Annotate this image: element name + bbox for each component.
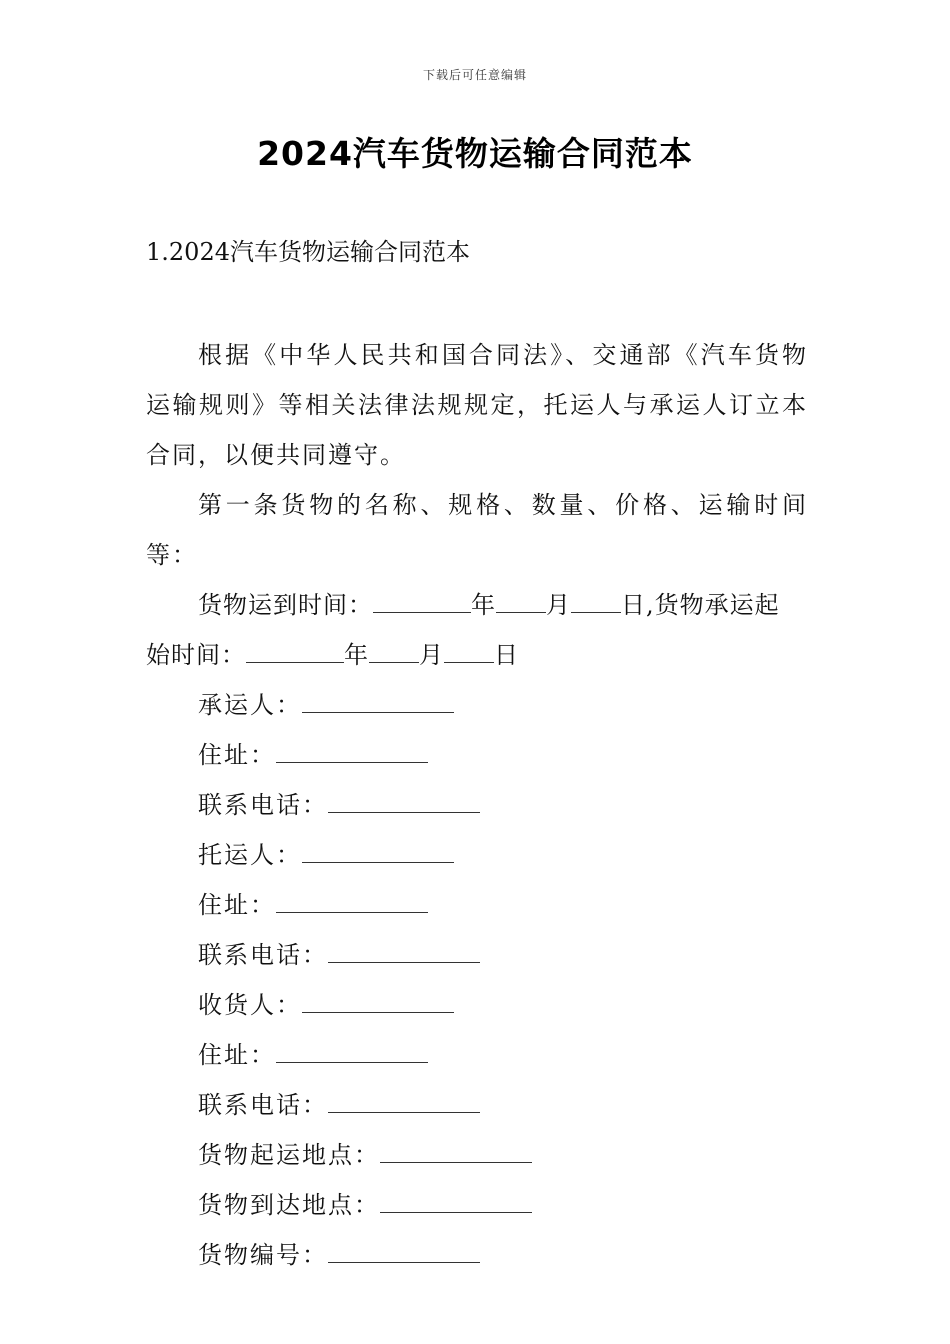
start-day-label: 日 bbox=[494, 641, 519, 669]
start-year-blank bbox=[246, 642, 344, 663]
month-label: 月 bbox=[546, 591, 571, 619]
field-blank bbox=[380, 1142, 532, 1163]
field-blank bbox=[276, 1042, 428, 1063]
field-consignee-phone bbox=[146, 1080, 808, 1130]
form-fields bbox=[146, 680, 808, 1280]
document-title: 2024汽车货物运输合同范本 bbox=[257, 134, 693, 173]
field-carrier bbox=[146, 680, 808, 730]
field-blank bbox=[328, 942, 480, 963]
field-label: 住址： bbox=[198, 741, 276, 769]
day-label: 日, bbox=[621, 591, 655, 619]
field-label: 联系电话： bbox=[198, 791, 328, 819]
field-blank bbox=[276, 892, 428, 913]
field-label: 联系电话： bbox=[198, 1091, 328, 1119]
field-blank bbox=[302, 692, 454, 713]
transport-time-line bbox=[146, 580, 808, 680]
arrival-day-blank bbox=[571, 592, 621, 613]
header-note: 下载后可任意编辑 bbox=[422, 68, 527, 82]
field-shipper-phone bbox=[146, 930, 808, 980]
field-blank bbox=[328, 1092, 480, 1113]
field-label: 货物到达地点： bbox=[198, 1191, 380, 1219]
field-label: 货物起运地点： bbox=[198, 1141, 380, 1169]
intro-paragraph: 根据《中华人民共和国合同法》、交通部《汽车货物运输规则》等相关法律法规规定，托运人与承运人订立本合同，以便共同遵守。 bbox=[146, 341, 808, 469]
field-carrier-address bbox=[146, 730, 808, 780]
start-year-label: 年 bbox=[344, 641, 369, 669]
field-blank bbox=[328, 1242, 480, 1263]
start-time-continuation bbox=[146, 630, 808, 680]
field-label: 联系电话： bbox=[198, 941, 328, 969]
field-cargo-number bbox=[146, 1230, 808, 1280]
field-blank bbox=[276, 742, 428, 763]
field-destination bbox=[146, 1180, 808, 1230]
field-origin bbox=[146, 1130, 808, 1180]
start-month-blank bbox=[369, 642, 419, 663]
field-label: 承运人： bbox=[198, 691, 302, 719]
start-time-label-part1: 货物承运起 bbox=[654, 591, 780, 619]
field-shipper-address bbox=[146, 880, 808, 930]
field-label: 住址： bbox=[198, 891, 276, 919]
section-heading: 1.2024汽车货物运输合同范本 bbox=[146, 238, 470, 266]
field-blank bbox=[328, 792, 480, 813]
field-blank bbox=[380, 1192, 532, 1213]
field-shipper bbox=[146, 830, 808, 880]
article-one: 第一条货物的名称、规格、数量、价格、运输时间等： bbox=[146, 491, 808, 569]
document-body bbox=[146, 330, 808, 1280]
year-label: 年 bbox=[471, 591, 496, 619]
field-consignee-address bbox=[146, 1030, 808, 1080]
start-time-label-part2: 始时间： bbox=[146, 641, 246, 669]
arrival-year-blank bbox=[373, 592, 471, 613]
start-month-label: 月 bbox=[419, 641, 444, 669]
field-blank bbox=[302, 992, 454, 1013]
field-label: 收货人： bbox=[198, 991, 302, 1019]
arrival-time-label: 货物运到时间： bbox=[198, 591, 373, 619]
field-label: 货物编号： bbox=[198, 1241, 328, 1269]
field-label: 托运人： bbox=[198, 841, 302, 869]
field-consignee bbox=[146, 980, 808, 1030]
field-carrier-phone bbox=[146, 780, 808, 830]
start-day-blank bbox=[444, 642, 494, 663]
field-label: 住址： bbox=[198, 1041, 276, 1069]
arrival-month-blank bbox=[496, 592, 546, 613]
field-blank bbox=[302, 842, 454, 863]
